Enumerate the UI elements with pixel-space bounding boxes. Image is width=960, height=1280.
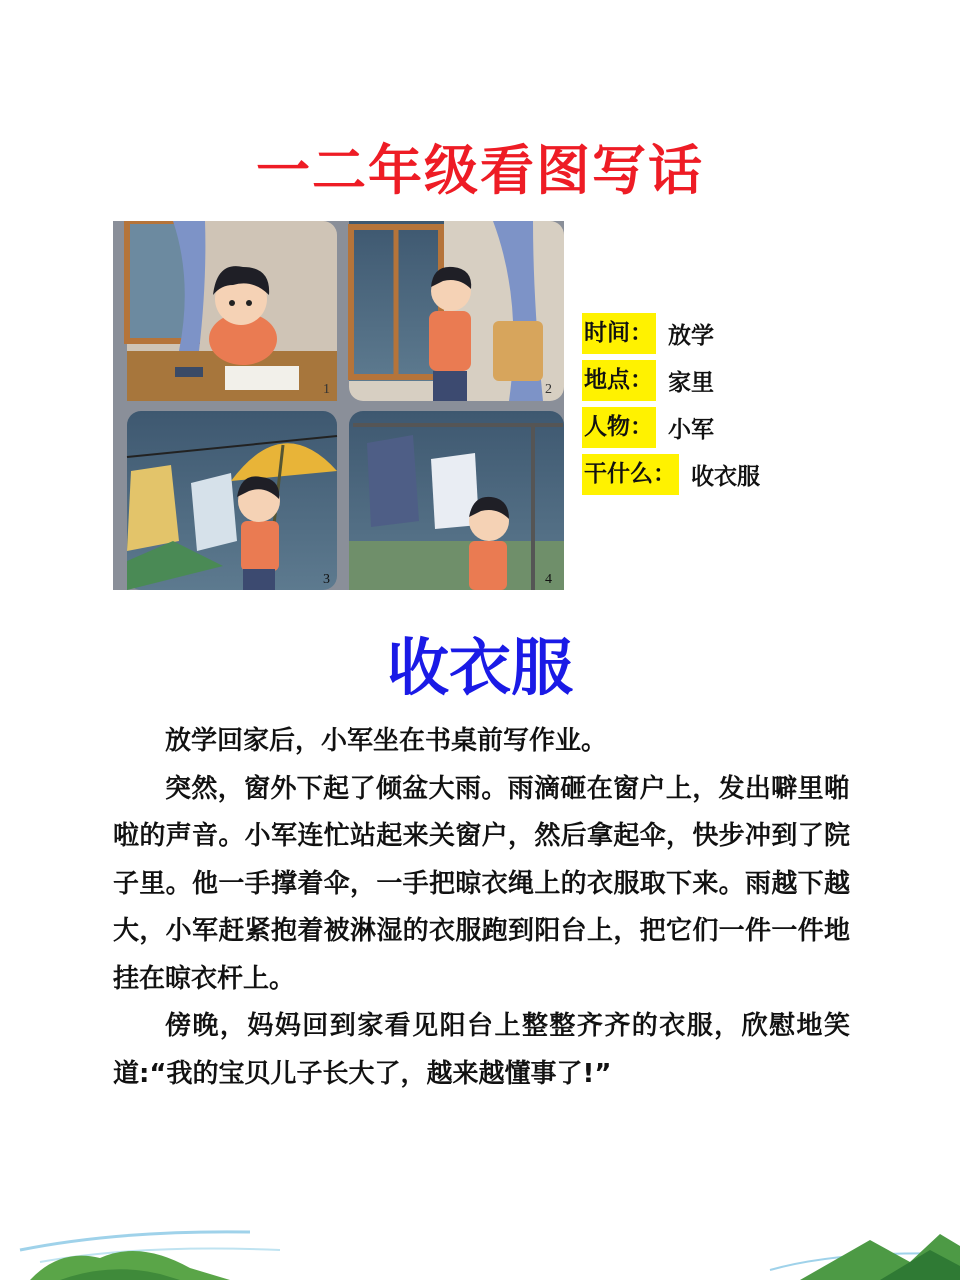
comic-panel-2 [349, 221, 564, 401]
info-key: 干什么： [582, 454, 679, 495]
panel-number-3: 3 [323, 572, 330, 587]
page-title: 一二年级看图写话 [256, 139, 704, 202]
comic-strip [113, 221, 564, 590]
panel-number-4: 4 [545, 572, 552, 587]
info-key: 地点： [582, 360, 656, 401]
info-key: 时间： [582, 313, 656, 354]
story-title: 收衣服 [386, 631, 573, 704]
info-key: 人物： [582, 407, 656, 448]
panel-number-2: 2 [545, 382, 552, 397]
comic-panel-1 [127, 221, 337, 401]
info-value: 家里 [668, 370, 714, 396]
info-row-activity [582, 454, 760, 495]
comic-panel-3 [127, 411, 337, 590]
info-list [582, 313, 760, 501]
info-row-time [582, 313, 760, 354]
info-row-person [582, 407, 760, 448]
info-row-place [582, 360, 760, 401]
info-value: 放学 [668, 323, 714, 349]
info-value: 小军 [668, 417, 714, 443]
story-body [113, 718, 850, 1098]
info-value: 收衣服 [691, 464, 760, 490]
story-paragraph: 傍晚，妈妈回到家看见阳台上整整齐齐的衣服，欣慰地笑道:“我的宝贝儿子长大了，越来越懂事了!” [113, 1011, 850, 1089]
panel-number-1: 1 [323, 382, 330, 397]
landscape-decoration-left [0, 1210, 290, 1280]
story-paragraph: 突然，窗外下起了倾盆大雨。雨滴砸在窗户上，发出噼里啪啦的声音。小军连忙站起来关窗户，然后拿起伞，快步冲到了院子里。他一手撑着伞，一手把晾衣绳上的衣服取下来。雨越下越大，小军赶紧抱着被淋湿的衣服跑到阳台上，把它们一件一件地挂在晾衣杆上。 [113, 773, 850, 994]
comic-panel-4 [349, 411, 564, 590]
story-paragraph: 放学回家后，小军坐在书桌前写作业。 [165, 726, 608, 756]
landscape-decoration-right [760, 1210, 960, 1280]
